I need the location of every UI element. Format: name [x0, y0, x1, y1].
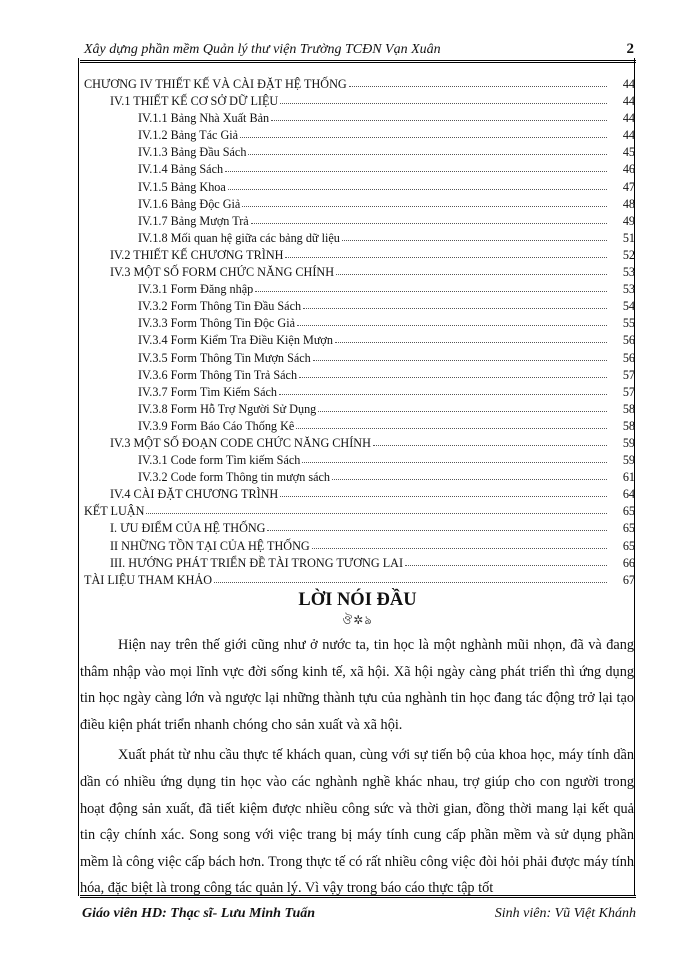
toc-leader-dots	[313, 350, 607, 361]
toc-entry-page: 46	[622, 162, 635, 177]
toc-entry-page: 45	[622, 145, 635, 160]
toc-entry[interactable]	[80, 315, 635, 332]
toc-entry-page: 65	[622, 504, 635, 519]
toc-entry-page: 66	[622, 555, 635, 570]
toc-leader-dots	[228, 179, 607, 190]
toc-entry[interactable]	[80, 486, 635, 503]
toc-entry-label: IV.3.3 Form Thông Tin Độc Giả	[138, 315, 297, 332]
toc-entry[interactable]	[80, 469, 635, 486]
toc-leader-dots	[296, 418, 607, 429]
toc-entry-label: IV.1.7 Bảng Mượn Trả	[138, 213, 251, 230]
toc-leader-dots	[297, 315, 607, 326]
toc-entry-label: III. HƯỚNG PHÁT TRIỂN ĐỀ TÀI TRONG TƯƠNG LAI	[110, 555, 405, 572]
toc-entry[interactable]	[80, 264, 635, 281]
toc-entry-label: IV.3 MỘT SỐ FORM CHỨC NĂNG CHÍNH	[110, 264, 336, 281]
toc-entry-page: 53	[622, 282, 635, 297]
toc-entry-label: IV.1.1 Bảng Nhà Xuất Bản	[138, 110, 271, 127]
toc-entry-page: 53	[622, 265, 635, 280]
page-number: 2	[626, 41, 634, 57]
toc-entry[interactable]	[80, 93, 635, 110]
toc-leader-dots	[251, 213, 607, 224]
paragraph: Hiện nay trên thế giới cũng như ở nước ta, tin học là một nghành mũi nhọn, đã và đang thâm nhập vào mọi lĩnh vực đời sống kinh tế, xã hội. Xã hội ngày càng phát triển thì ứng dụng tin học ngày càng lớn và ngược lại những thành tựu của nghành tin học đang tác động trở lại tạo điều kiện phát triển nhanh chóng cho sản xuất và xã hội.	[80, 637, 634, 733]
toc-entry-label: IV.3.2 Code form Thông tin mượn sách	[138, 469, 332, 486]
toc-entry-label: IV.1.5 Bảng Khoa	[138, 179, 228, 196]
toc-entry-label: IV.1.4 Bảng Sách	[138, 161, 225, 178]
toc-entry[interactable]	[80, 401, 635, 418]
toc-entry[interactable]	[80, 161, 635, 178]
toc-leader-dots	[342, 230, 607, 241]
toc-entry[interactable]	[80, 572, 635, 589]
toc-entry-page: 44	[622, 77, 635, 91]
toc-leader-dots	[240, 127, 607, 138]
toc-entry-label: IV.3.4 Form Kiểm Tra Điều Kiện Mượn	[138, 332, 335, 349]
toc-leader-dots	[303, 298, 607, 309]
toc-entry-label: IV.3.1 Form Đăng nhập	[138, 281, 255, 298]
toc-entry[interactable]	[80, 196, 635, 213]
page-border-left	[78, 58, 79, 896]
toc-leader-dots	[335, 332, 607, 343]
toc-entry-label: IV.3.5 Form Thông Tin Mượn Sách	[138, 350, 313, 367]
toc-entry-page: 61	[622, 470, 635, 485]
toc-leader-dots	[248, 144, 607, 155]
toc-leader-dots	[267, 520, 607, 531]
toc-entry-page: 59	[622, 435, 635, 450]
toc-entry-label: IV.1.2 Bảng Tác Giả	[138, 127, 240, 144]
toc-entry-label: IV.3.6 Form Thông Tin Trả Sách	[138, 367, 299, 384]
toc-entry[interactable]	[80, 418, 635, 435]
toc-entry[interactable]	[80, 555, 635, 572]
toc-leader-dots	[255, 281, 607, 292]
toc-entry-label: IV.3.1 Code form Tìm kiếm Sách	[138, 452, 302, 469]
toc-leader-dots	[279, 384, 607, 395]
toc-entry[interactable]	[80, 247, 635, 264]
toc-entry[interactable]	[80, 520, 635, 537]
toc-entry[interactable]	[80, 435, 635, 452]
toc-entry-label: IV.2 THIẾT KẾ CHƯƠNG TRÌNH	[110, 247, 285, 264]
toc-entry-label: IV.3.9 Form Báo Cáo Thống Kê	[138, 418, 296, 435]
toc-entry-page: 44	[622, 111, 635, 126]
toc-entry[interactable]	[80, 298, 635, 315]
toc-entry-page: 56	[622, 350, 635, 365]
toc-entry[interactable]	[80, 230, 635, 247]
toc-leader-dots	[146, 503, 607, 514]
table-of-contents	[80, 76, 635, 589]
toc-entry[interactable]	[80, 213, 635, 230]
toc-leader-dots	[332, 469, 607, 480]
header-title: Xây dựng phần mềm Quản lý thư viện Trường TCĐN Vạn Xuân	[84, 42, 441, 57]
section-heading: LỜI NÓI ĐẦU	[298, 590, 417, 610]
toc-entry-label: KẾT LUẬN	[84, 503, 146, 520]
toc-entry-label: II NHỮNG TỒN TẠI CỦA HỆ THỐNG	[110, 538, 312, 555]
footer-teacher: Giáo viên HD: Thạc sĩ- Lưu Minh Tuấn	[82, 906, 316, 921]
toc-leader-dots	[285, 247, 607, 258]
toc-entry-label: IV.1.8 Mối quan hệ giữa các bảng dữ liệu	[138, 230, 342, 247]
toc-entry[interactable]	[80, 503, 635, 520]
toc-entry-page: 58	[622, 418, 635, 433]
toc-entry-label: IV.3 MỘT SỐ ĐOẠN CODE CHỨC NĂNG CHÍNH	[110, 435, 373, 452]
toc-entry[interactable]	[80, 179, 635, 196]
footer-student: Sinh viên: Vũ Việt Khánh	[494, 906, 636, 921]
toc-leader-dots	[280, 486, 607, 497]
toc-leader-dots	[280, 93, 607, 104]
toc-entry[interactable]	[80, 452, 635, 469]
toc-entry[interactable]	[80, 144, 635, 161]
body-text	[80, 632, 634, 902]
toc-entry-label: IV.1.6 Bảng Độc Giả	[138, 196, 242, 213]
paragraph: Xuất phát từ nhu cầu thực tế khách quan, cùng với sự tiến bộ của khoa học, máy tính dần dần có nhiều ứng dụng tin học vào các nghành nghề khác nhau, trợ giúp cho con người trong hoạt động sản xuất, đã tiết kiệm được nhiều công sức và thời gian, đồng thời mang lại kết quả tin cậy chính xác. Song song với việc trang bị máy tính cung cấp phần mềm và sử dụng phần mềm là công việc cấp bách hơn. Trong thực tế có rất nhiều công việc đòi hỏi phải được máy tính hóa, đặc biệt là trong công tác quản lý. Vì vậy trong báo cáo thực tập tốt	[80, 747, 634, 897]
toc-leader-dots	[299, 367, 607, 378]
toc-leader-dots	[312, 538, 607, 549]
toc-entry[interactable]	[80, 281, 635, 298]
toc-entry-page: 57	[622, 367, 635, 382]
toc-entry[interactable]	[80, 127, 635, 144]
toc-entry-page: 48	[622, 196, 635, 211]
toc-entry[interactable]	[80, 384, 635, 401]
toc-entry-page: 55	[622, 316, 635, 331]
heading-ornament: ঔ✲ঌ	[342, 613, 373, 627]
toc-leader-dots	[214, 572, 607, 583]
toc-entry-page: 56	[622, 333, 635, 348]
toc-entry-page: 65	[622, 538, 635, 553]
toc-entry[interactable]	[80, 367, 635, 384]
toc-entry-page: 59	[622, 453, 635, 468]
toc-entry-label: IV.1 THIẾT KẾ CƠ SỞ DỮ LIỆU	[110, 93, 280, 110]
toc-entry-page: 44	[622, 94, 635, 109]
toc-entry-page: 58	[622, 401, 635, 416]
toc-entry-label: CHƯƠNG IV THIẾT KẾ VÀ CÀI ĐẶT HỆ THỐNG	[84, 76, 349, 93]
toc-entry-page: 57	[622, 384, 635, 399]
toc-entry-label: IV.1.3 Bảng Đầu Sách	[138, 144, 248, 161]
toc-entry-label: I. ƯU ĐIỂM CỦA HỆ THỐNG	[110, 520, 267, 537]
toc-entry-label: IV.3.8 Form Hỗ Trợ Người Sử Dụng	[138, 401, 318, 418]
toc-entry-page: 51	[622, 230, 635, 245]
toc-leader-dots	[302, 452, 607, 463]
toc-entry-page: 54	[622, 299, 635, 314]
toc-entry[interactable]	[80, 110, 635, 127]
toc-entry-label: TÀI LIỆU THAM KHẢO	[84, 572, 214, 589]
toc-entry-label: IV.3.7 Form Tìm Kiếm Sách	[138, 384, 279, 401]
toc-leader-dots	[271, 110, 607, 121]
toc-entry[interactable]	[80, 350, 635, 367]
toc-entry[interactable]	[80, 76, 635, 93]
toc-entry-label: IV.4 CÀI ĐẶT CHƯƠNG TRÌNH	[110, 486, 280, 503]
toc-leader-dots	[242, 196, 607, 207]
toc-entry[interactable]	[80, 538, 635, 555]
page-footer	[80, 895, 636, 938]
toc-entry-page: 47	[622, 179, 635, 194]
toc-leader-dots	[318, 401, 607, 412]
toc-leader-dots	[349, 76, 607, 87]
toc-entry-page: 49	[622, 213, 635, 228]
toc-entry-page: 67	[622, 572, 635, 587]
toc-entry[interactable]	[80, 332, 635, 349]
toc-leader-dots	[405, 555, 607, 566]
toc-entry-page: 52	[622, 247, 635, 262]
toc-leader-dots	[225, 161, 607, 172]
toc-entry-label: IV.3.2 Form Thông Tin Đầu Sách	[138, 298, 303, 315]
toc-leader-dots	[373, 435, 607, 446]
toc-entry-page: 44	[622, 128, 635, 143]
toc-entry-page: 65	[622, 521, 635, 536]
toc-leader-dots	[336, 264, 607, 275]
toc-entry-page: 64	[622, 487, 635, 502]
page-header	[80, 40, 636, 63]
